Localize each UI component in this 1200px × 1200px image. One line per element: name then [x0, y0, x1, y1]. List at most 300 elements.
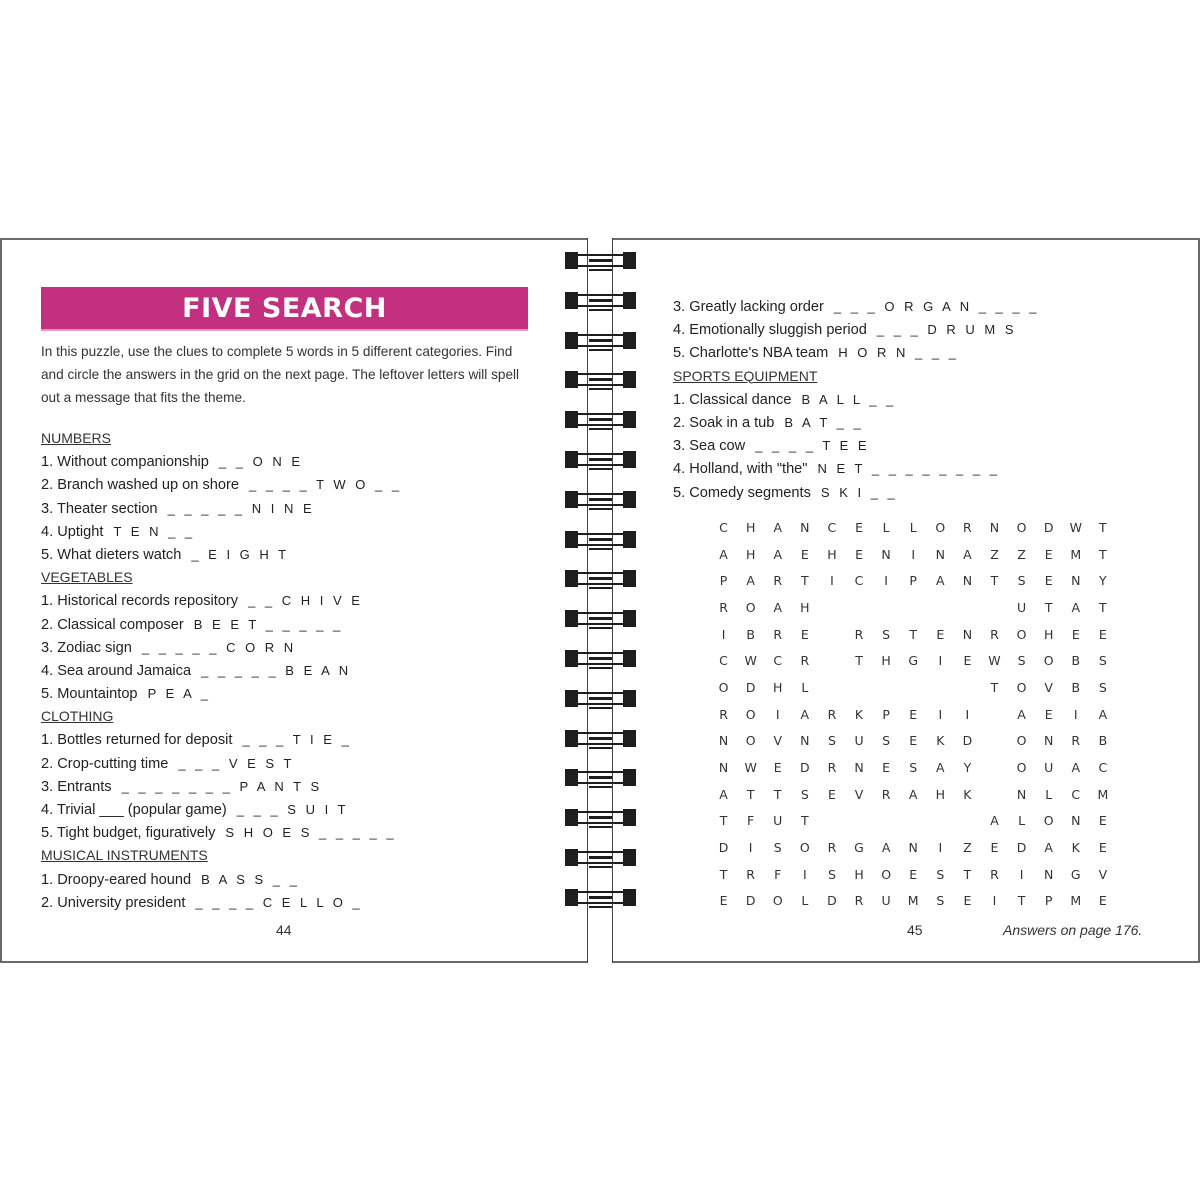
clue-answer[interactable]: S H O E S _ _ _ _ _: [225, 825, 397, 841]
grid-cell[interactable]: O: [1016, 733, 1027, 749]
grid-cell[interactable]: D: [827, 893, 837, 909]
grid-cell[interactable]: E: [1044, 546, 1053, 562]
grid-cell[interactable]: A: [746, 573, 755, 589]
grid-cell[interactable]: R: [827, 760, 837, 776]
grid-cell[interactable]: O: [745, 733, 756, 749]
grid-cell[interactable]: N: [989, 519, 1000, 535]
grid-cell[interactable]: A: [963, 546, 972, 562]
clue-answer[interactable]: _ _ _ _ C E L L O _: [195, 894, 363, 910]
grid-cell[interactable]: T: [801, 813, 809, 829]
grid-cell[interactable]: E: [1044, 706, 1053, 722]
grid-cell[interactable]: A: [800, 706, 810, 722]
grid-cell[interactable]: H: [827, 546, 837, 562]
grid-cell[interactable]: R: [854, 626, 864, 642]
grid-cell[interactable]: T: [719, 813, 728, 829]
grid-cell[interactable]: R: [719, 706, 728, 722]
grid-cell[interactable]: N: [718, 760, 729, 776]
grid-cell[interactable]: O: [718, 679, 729, 695]
grid-cell[interactable]: A: [773, 546, 783, 562]
grid-cell[interactable]: U: [854, 733, 864, 749]
grid-cell[interactable]: S: [882, 733, 891, 749]
spiral-ring: [565, 411, 636, 428]
grid-row: [710, 514, 1116, 541]
grid-cell[interactable]: N: [854, 760, 864, 776]
grid-cell[interactable]: A: [936, 573, 945, 589]
clue-answer[interactable]: _ _ _ _ T W O _ _: [248, 477, 403, 493]
spiral-ring: [565, 730, 636, 747]
grid-cell[interactable]: R: [881, 786, 891, 802]
grid-cell[interactable]: E: [909, 706, 918, 722]
grid-cell[interactable]: S: [827, 866, 836, 882]
grid-cell[interactable]: Z: [963, 840, 972, 856]
grid-cell[interactable]: L: [1045, 786, 1053, 802]
grid-cell[interactable]: K: [854, 706, 864, 722]
spiral-ring: [565, 252, 636, 269]
clue-answer[interactable]: _ _ _ O R G A N _ _ _ _: [833, 299, 1040, 314]
grid-cell[interactable]: S: [936, 893, 945, 909]
clue-item: [41, 497, 402, 520]
grid-cell[interactable]: T: [909, 626, 918, 642]
grid-cell[interactable]: [954, 808, 981, 835]
grid-cell[interactable]: A: [1098, 706, 1108, 722]
grid-cell[interactable]: G: [854, 840, 864, 856]
grid-cell[interactable]: D: [1016, 840, 1027, 856]
grid-cell[interactable]: P: [719, 573, 728, 589]
grid-cell[interactable]: P: [1044, 893, 1053, 909]
grid-cell[interactable]: F: [747, 813, 755, 829]
grid-cell[interactable]: H: [854, 866, 864, 882]
grid-cell[interactable]: O: [745, 599, 756, 615]
grid-cell[interactable]: [981, 728, 1008, 755]
clue-answer[interactable]: B A L L _ _: [801, 391, 897, 407]
grid-cell[interactable]: N: [962, 573, 973, 589]
grid-cell[interactable]: S: [1017, 653, 1026, 669]
grid-cell[interactable]: W: [1069, 519, 1082, 535]
grid-cell[interactable]: N: [881, 546, 891, 562]
grid-cell[interactable]: A: [881, 840, 891, 856]
clue-text: 4. Uptight: [41, 523, 104, 540]
grid-cell[interactable]: H: [935, 786, 945, 802]
grid-cell[interactable]: L: [801, 893, 809, 909]
spiral-ring: [565, 809, 636, 826]
grid-cell[interactable]: I: [911, 546, 916, 562]
grid-cell[interactable]: R: [827, 706, 837, 722]
grid-cell[interactable]: G: [1070, 866, 1081, 882]
grid-cell[interactable]: R: [746, 866, 755, 882]
grid-cell[interactable]: E: [963, 893, 972, 909]
grid-cell[interactable]: I: [938, 840, 943, 856]
clue-answer[interactable]: _ _ _ T I E _: [242, 732, 352, 748]
grid-row: [710, 861, 1116, 888]
clue-answer[interactable]: _ E I G H T: [191, 546, 290, 562]
grid-cell[interactable]: V: [773, 733, 783, 749]
grid-cell[interactable]: P: [909, 573, 917, 589]
grid-cell[interactable]: A: [1071, 760, 1081, 776]
clue-item: [41, 636, 402, 659]
grid-cell[interactable]: [927, 594, 954, 621]
grid-cell[interactable]: O: [935, 519, 946, 535]
grid-cell[interactable]: N: [1071, 573, 1081, 589]
grid-cell[interactable]: H: [745, 546, 756, 562]
grid-cell[interactable]: [900, 808, 927, 835]
grid-cell[interactable]: E: [963, 653, 972, 669]
grid-cell[interactable]: S: [909, 760, 918, 776]
grid-cell[interactable]: T: [990, 573, 999, 589]
grid-cell[interactable]: S: [882, 626, 891, 642]
grid-cell[interactable]: B: [746, 626, 755, 642]
grid-cell[interactable]: U: [773, 813, 783, 829]
grid-cell[interactable]: V: [854, 786, 864, 802]
grid-cell[interactable]: H: [800, 599, 810, 615]
grid-row: [710, 701, 1116, 728]
grid-cell[interactable]: [818, 594, 845, 621]
clue-text: 5. Tight budget, figuratively: [41, 825, 216, 842]
clue-answer[interactable]: _ _ _ D R U M S: [876, 322, 1017, 338]
grid-cell[interactable]: L: [882, 519, 890, 535]
grid-cell[interactable]: C: [773, 653, 783, 669]
grid-cell[interactable]: S: [827, 733, 836, 749]
grid-cell[interactable]: I: [1019, 866, 1024, 882]
spiral-ring: [565, 292, 636, 309]
grid-cell[interactable]: K: [936, 733, 945, 749]
grid-cell[interactable]: H: [773, 679, 783, 695]
grid-cell[interactable]: Z: [1017, 546, 1026, 562]
grid-cell[interactable]: A: [990, 813, 999, 829]
grid-cell[interactable]: N: [1043, 866, 1054, 882]
category-heading: MUSICAL INSTRUMENTS: [41, 847, 208, 864]
grid-cell[interactable]: E: [800, 626, 809, 642]
grid-cell[interactable]: O: [745, 706, 756, 722]
clue-item: [41, 798, 402, 821]
grid-cell[interactable]: O: [1016, 626, 1027, 642]
grid-cell[interactable]: C: [719, 519, 728, 535]
grid-cell[interactable]: [981, 754, 1008, 781]
grid-cell[interactable]: T: [1099, 599, 1107, 615]
grid-cell[interactable]: F: [774, 866, 782, 882]
grid-cell[interactable]: N: [1071, 813, 1081, 829]
grid-cell[interactable]: O: [1043, 813, 1054, 829]
grid-cell[interactable]: W: [744, 760, 757, 776]
clue-answer[interactable]: _ _ C H I V E: [248, 593, 363, 609]
grid-cell[interactable]: V: [1044, 679, 1053, 695]
clue-answer[interactable]: _ _ _ _ _ B E A N: [201, 662, 352, 678]
grid-cell[interactable]: W: [744, 653, 757, 669]
grid-cell[interactable]: O: [772, 893, 783, 909]
grid-cell[interactable]: N: [935, 546, 945, 562]
grid-cell[interactable]: R: [800, 653, 810, 669]
grid-cell[interactable]: Y: [963, 760, 972, 776]
grid-cell[interactable]: I: [721, 626, 726, 642]
clue-item: [41, 891, 402, 914]
grid-cell[interactable]: [873, 674, 900, 701]
clue-item: [673, 318, 1039, 341]
clue-answer[interactable]: _ _ _ _ T E E: [755, 438, 870, 454]
grid-cell[interactable]: E: [909, 866, 918, 882]
clue-answer[interactable]: P E A _: [147, 686, 211, 702]
grid-cell[interactable]: T: [855, 653, 863, 669]
grid-cell[interactable]: C: [854, 573, 864, 589]
grid-cell[interactable]: [981, 701, 1008, 728]
grid-cell[interactable]: E: [909, 733, 918, 749]
grid-cell[interactable]: I: [1073, 706, 1078, 722]
grid-cell[interactable]: T: [773, 786, 782, 802]
clue-text: 5. What dieters watch: [41, 546, 182, 563]
grid-cell[interactable]: [845, 594, 872, 621]
grid-cell[interactable]: R: [773, 573, 783, 589]
grid-cell[interactable]: [981, 781, 1008, 808]
grid-cell[interactable]: O: [1016, 519, 1027, 535]
clue-item: [41, 659, 402, 682]
grid-row: [710, 754, 1116, 781]
grid-cell[interactable]: E: [719, 893, 728, 909]
grid-row: [710, 647, 1116, 674]
clue-answer[interactable]: _ _ _ S U I T: [236, 802, 349, 817]
grid-cell[interactable]: [818, 674, 845, 701]
grid-cell[interactable]: D: [962, 733, 973, 749]
grid-cell[interactable]: A: [719, 546, 728, 562]
grid-cell[interactable]: R: [827, 840, 837, 856]
grid-cell[interactable]: T: [963, 866, 972, 882]
grid-cell[interactable]: R: [719, 599, 728, 615]
grid-row: [710, 541, 1116, 568]
grid-cell[interactable]: E: [855, 546, 863, 562]
grid-cell[interactable]: N: [1016, 786, 1027, 802]
grid-cell[interactable]: [927, 808, 954, 835]
spiral-ring: [565, 610, 636, 627]
grid-row: [710, 808, 1116, 835]
clue-text: 2. Crop-cutting time: [41, 755, 169, 772]
grid-cell[interactable]: [818, 808, 845, 835]
clue-item: [673, 481, 1039, 504]
grid-cell[interactable]: A: [773, 599, 783, 615]
grid-cell[interactable]: M: [907, 893, 919, 909]
clue-text: 4. Emotionally sluggish period: [673, 322, 867, 339]
grid-cell[interactable]: [845, 808, 872, 835]
clue-text: 3. Greatly lacking order: [673, 299, 824, 315]
grid-cell[interactable]: A: [936, 760, 945, 776]
grid-cell[interactable]: T: [719, 866, 728, 882]
clue-answer[interactable]: N E T _ _ _ _ _ _ _ _: [817, 461, 1000, 477]
grid-cell[interactable]: S: [1098, 653, 1107, 669]
grid-cell[interactable]: S: [1098, 679, 1107, 695]
page-title: FIVE SEARCH: [182, 292, 387, 324]
grid-cell[interactable]: T: [801, 573, 809, 589]
grid-cell[interactable]: D: [718, 840, 729, 856]
grid-cell[interactable]: R: [1071, 733, 1081, 749]
clue-answer[interactable]: _ _ _ _ _ C O R N: [141, 639, 297, 655]
clue-answer[interactable]: _ _ _ V E S T: [178, 755, 295, 771]
grid-cell[interactable]: E: [1098, 626, 1107, 642]
grid-cell[interactable]: O: [1016, 679, 1027, 695]
grid-cell[interactable]: A: [719, 786, 728, 802]
grid-cell[interactable]: L: [1018, 813, 1026, 829]
clue-text: 2. University president: [41, 894, 186, 911]
page-number-left: 44: [276, 922, 292, 938]
grid-cell[interactable]: Z: [990, 546, 999, 562]
grid-cell[interactable]: [954, 594, 981, 621]
grid-cell[interactable]: [845, 674, 872, 701]
clue-item: [673, 388, 1039, 411]
clue-item: [673, 295, 1039, 318]
grid-cell[interactable]: C: [827, 519, 837, 535]
clue-answer[interactable]: _ _ _ _ _ N I N E: [167, 500, 315, 516]
grid-cell[interactable]: U: [881, 893, 891, 909]
grid-cell[interactable]: R: [854, 893, 864, 909]
grid-cell[interactable]: T: [1099, 546, 1107, 562]
spiral-ring: [565, 690, 636, 707]
clue-item: [41, 543, 402, 566]
grid-cell[interactable]: E: [1098, 813, 1107, 829]
grid-cell[interactable]: D: [745, 893, 756, 909]
grid-cell[interactable]: [900, 594, 927, 621]
grid-row: [710, 781, 1116, 808]
grid-cell[interactable]: N: [800, 733, 810, 749]
grid-cell[interactable]: N: [800, 519, 810, 535]
grid-cell[interactable]: N: [1043, 733, 1054, 749]
grid-cell[interactable]: W: [988, 653, 1001, 669]
grid-cell[interactable]: R: [990, 866, 999, 882]
grid-cell[interactable]: A: [1071, 599, 1081, 615]
grid-cell[interactable]: M: [1097, 786, 1109, 802]
word-search-grid[interactable]: [710, 514, 1116, 914]
grid-cell[interactable]: K: [963, 786, 972, 802]
grid-cell[interactable]: O: [1016, 760, 1027, 776]
grid-cell[interactable]: L: [801, 679, 809, 695]
grid-cell[interactable]: O: [799, 840, 810, 856]
grid-cell[interactable]: U: [1017, 599, 1027, 615]
grid-cell[interactable]: E: [1098, 893, 1107, 909]
grid-cell[interactable]: A: [773, 519, 783, 535]
grid-cell[interactable]: O: [1043, 653, 1054, 669]
grid-cell[interactable]: E: [1098, 840, 1107, 856]
grid-cell[interactable]: [818, 621, 845, 648]
grid-cell[interactable]: C: [1071, 786, 1081, 802]
clue-item: [673, 457, 1039, 480]
grid-cell[interactable]: E: [1071, 626, 1080, 642]
grid-cell[interactable]: O: [881, 866, 892, 882]
clue-answer[interactable]: _ _ _ _ _ _ _ P A N T S: [121, 778, 323, 794]
clue-answer[interactable]: H O R N _ _ _: [838, 345, 959, 361]
grid-cell[interactable]: A: [1017, 706, 1026, 722]
grid-cell[interactable]: I: [965, 706, 970, 722]
grid-cell[interactable]: E: [882, 760, 891, 776]
grid-cell[interactable]: C: [1098, 760, 1108, 776]
grid-cell[interactable]: G: [908, 653, 919, 669]
grid-row: [710, 728, 1116, 755]
grid-cell[interactable]: R: [963, 519, 972, 535]
grid-cell[interactable]: N: [718, 733, 729, 749]
grid-cell[interactable]: R: [990, 626, 999, 642]
spiral-ring: [565, 889, 636, 906]
grid-cell[interactable]: [873, 808, 900, 835]
grid-cell[interactable]: T: [1099, 519, 1107, 535]
grid-cell[interactable]: I: [830, 573, 834, 589]
clue-item: [41, 775, 402, 798]
grid-cell[interactable]: E: [936, 626, 945, 642]
grid-cell[interactable]: N: [962, 626, 973, 642]
grid-cell[interactable]: H: [1043, 626, 1054, 642]
grid-cell[interactable]: Y: [1099, 573, 1107, 589]
clue-answer[interactable]: T E N _ _: [113, 523, 196, 539]
grid-cell[interactable]: I: [802, 866, 807, 882]
grid-cell[interactable]: I: [938, 653, 943, 669]
clue-answer[interactable]: B A S S _ _: [201, 871, 300, 887]
clue-item: [41, 450, 402, 473]
grid-cell[interactable]: N: [908, 840, 918, 856]
grid-cell[interactable]: D: [800, 760, 810, 776]
grid-cell[interactable]: A: [908, 786, 918, 802]
grid-cell[interactable]: D: [1043, 519, 1054, 535]
grid-cell[interactable]: E: [855, 519, 863, 535]
spiral-ring: [565, 531, 636, 548]
grid-cell[interactable]: I: [775, 706, 780, 722]
grid-cell[interactable]: V: [1098, 866, 1108, 882]
grid-cell[interactable]: T: [1044, 599, 1053, 615]
grid-cell[interactable]: E: [1044, 573, 1053, 589]
clue-answer[interactable]: B A T _ _: [784, 414, 864, 430]
grid-cell[interactable]: B: [1098, 733, 1108, 749]
grid-cell[interactable]: K: [1071, 840, 1080, 856]
grid-cell[interactable]: I: [992, 893, 997, 909]
grid-cell[interactable]: [818, 647, 845, 674]
grid-cell[interactable]: P: [882, 706, 890, 722]
grid-cell[interactable]: S: [800, 786, 809, 802]
grid-cell[interactable]: D: [745, 679, 756, 695]
grid-cell[interactable]: S: [773, 840, 782, 856]
grid-cell[interactable]: I: [748, 840, 753, 856]
grid-cell[interactable]: S: [936, 866, 945, 882]
grid-cell[interactable]: T: [746, 786, 755, 802]
grid-cell[interactable]: L: [909, 519, 917, 535]
grid-cell[interactable]: H: [881, 653, 891, 669]
grid-cell[interactable]: T: [1017, 893, 1026, 909]
clue-answer[interactable]: S K I _ _: [820, 484, 898, 500]
clue-item: [41, 868, 402, 891]
grid-cell[interactable]: R: [773, 626, 783, 642]
grid-cell[interactable]: [873, 594, 900, 621]
grid-cell[interactable]: E: [800, 546, 809, 562]
clue-text: 3. Zodiac sign: [41, 639, 132, 656]
grid-cell[interactable]: [954, 674, 981, 701]
grid-row: [710, 567, 1116, 594]
grid-cell[interactable]: [981, 594, 1008, 621]
left-clue-list: [41, 427, 402, 914]
grid-cell[interactable]: M: [1070, 893, 1082, 909]
grid-cell[interactable]: M: [1070, 546, 1082, 562]
grid-cell[interactable]: B: [1071, 653, 1081, 669]
spiral-ring: [565, 371, 636, 388]
grid-cell[interactable]: I: [938, 706, 943, 722]
clue-answer[interactable]: _ _ O N E: [218, 454, 303, 470]
grid-row: [710, 834, 1116, 861]
clue-item: [41, 682, 402, 705]
clue-answer[interactable]: B E E T _ _ _ _ _: [193, 616, 344, 632]
grid-cell[interactable]: E: [773, 760, 782, 776]
grid-cell[interactable]: A: [1044, 840, 1053, 856]
grid-cell[interactable]: H: [745, 519, 756, 535]
grid-cell[interactable]: I: [884, 573, 888, 589]
grid-cell[interactable]: E: [990, 840, 999, 856]
grid-cell[interactable]: [927, 674, 954, 701]
grid-cell[interactable]: E: [827, 786, 836, 802]
grid-cell[interactable]: U: [1044, 760, 1054, 776]
grid-cell[interactable]: T: [990, 679, 999, 695]
grid-row: [710, 621, 1116, 648]
grid-cell[interactable]: B: [1071, 679, 1081, 695]
grid-cell[interactable]: [900, 674, 927, 701]
grid-cell[interactable]: S: [1017, 573, 1026, 589]
grid-cell[interactable]: C: [719, 653, 728, 669]
